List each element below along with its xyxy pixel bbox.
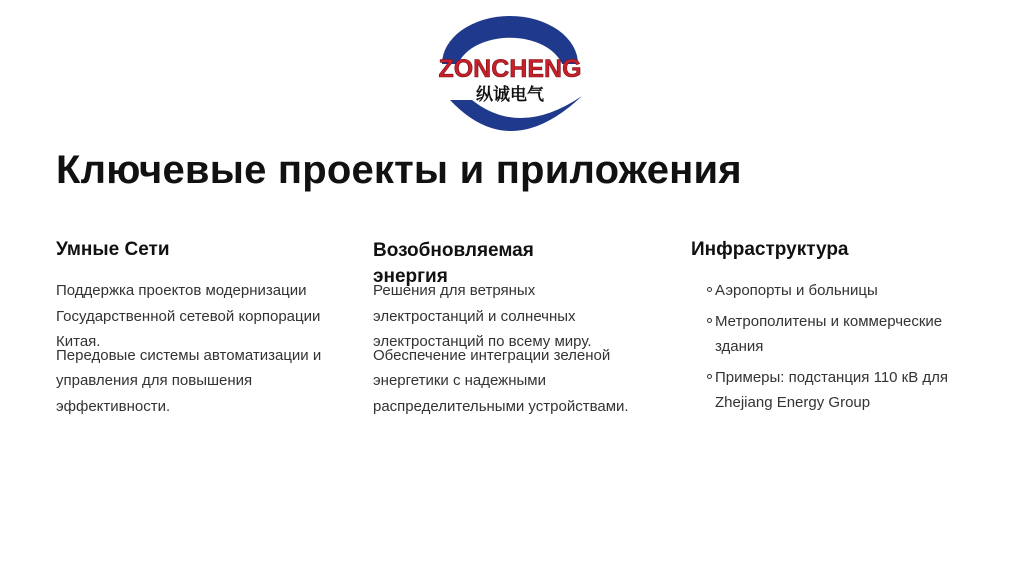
list-item [691, 278, 991, 304]
list-item-text: Примеры: подстанция 110 кВ для Zhejiang Energy Group [715, 368, 949, 411]
column-heading: Возобновляемая энергия [373, 240, 534, 287]
column-renewable-energy [373, 238, 643, 419]
list-item-text: Аэропорты и больницы [715, 282, 878, 299]
column-paragraph: Решения для ветряных электростанций и солнечных электростанций по всему миру. [373, 282, 592, 350]
list-item [691, 309, 991, 360]
column-paragraph: Поддержка проектов модернизации Государственной сетевой корпорации Китая. [56, 282, 321, 350]
logo-brand-text: ZONCHENG [438, 55, 582, 83]
circle-bullet-icon [707, 318, 712, 323]
column-heading: Инфраструктура [691, 239, 849, 260]
column-smart-grids [56, 238, 326, 419]
column-paragraph: Обеспечение интеграции зеленой энергетики с надежными распределительными устройствами. [373, 346, 629, 415]
infrastructure-list [691, 278, 991, 416]
circle-bullet-icon [707, 374, 712, 379]
list-item [691, 365, 991, 416]
logo-chinese-text: 纵诚电气 [476, 85, 544, 105]
page-title: Ключевые проекты и приложения [56, 148, 742, 192]
zoncheng-logo [420, 14, 600, 140]
column-paragraph: Передовые системы автоматизации и управления для повышения эффективности. [56, 346, 322, 415]
list-item-text: Метрополитены и коммерческие здания [715, 312, 943, 355]
circle-bullet-icon [707, 287, 712, 292]
logo-graphic [420, 14, 600, 140]
column-infrastructure [691, 238, 991, 421]
column-heading: Умные Сети [56, 239, 170, 260]
